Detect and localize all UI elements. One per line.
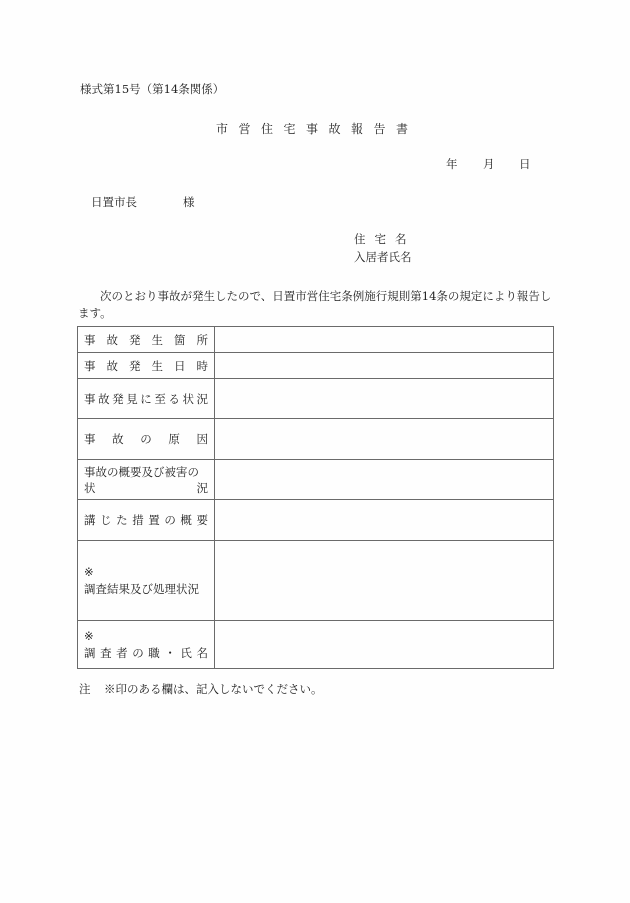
- label-char: 因: [196, 432, 208, 446]
- label-char: の: [140, 432, 152, 446]
- label-char: 置: [148, 513, 160, 527]
- label-char: 故: [98, 391, 110, 406]
- label-char: 氏: [180, 645, 192, 660]
- label-char: の: [132, 645, 144, 660]
- addressee: [91, 194, 195, 210]
- row-label-text: [84, 431, 208, 447]
- label-char: ・: [164, 645, 176, 660]
- row-label-cause: [78, 419, 215, 460]
- label-char: 者: [116, 645, 128, 660]
- label-char: 事: [84, 332, 96, 347]
- label-char: 調: [84, 645, 96, 660]
- form-number: 様式第15号（第14条関係）: [80, 82, 225, 96]
- label-char: 事: [84, 358, 96, 373]
- label-char: た: [116, 513, 128, 527]
- accident-cause-field[interactable]: [215, 419, 554, 460]
- report-statement: 次のとおり事故が発生したので、日置市営住宅条例施行規則第14条の規定により報告します。: [78, 289, 552, 320]
- table-row: [78, 419, 554, 460]
- label-char: 発: [112, 391, 124, 406]
- table-row: [78, 621, 554, 669]
- row-label-investigation-result: ※ 調査結果及び処理状況: [78, 541, 215, 621]
- label-char: の: [164, 513, 176, 527]
- row-label-text: [84, 358, 208, 374]
- report-table: [77, 326, 554, 669]
- label-char: 至: [154, 391, 166, 406]
- label-char: 生: [151, 332, 163, 347]
- label-char: 見: [126, 391, 138, 406]
- label-char: 所: [196, 332, 208, 347]
- label-char: に: [140, 391, 152, 406]
- label-char: 要: [196, 513, 208, 527]
- date-day-label: 日: [519, 157, 531, 171]
- table-row: [78, 379, 554, 419]
- table-row: [78, 500, 554, 541]
- label-char: 故: [106, 358, 118, 373]
- row-label-investigator: [78, 621, 215, 669]
- discovery-situation-field[interactable]: [215, 379, 554, 419]
- label-char: 名: [196, 645, 208, 660]
- label-char: 発: [129, 358, 141, 373]
- footnote: [79, 681, 323, 697]
- label-char: 況: [196, 391, 208, 406]
- table-row: [78, 327, 554, 353]
- label-char: 講: [84, 513, 96, 527]
- accident-location-field[interactable]: [215, 327, 554, 353]
- resident-name-label: 入居者氏名: [354, 250, 412, 264]
- label-char: 概: [180, 513, 192, 527]
- label-char: 措: [132, 513, 144, 527]
- table-row: [78, 541, 554, 621]
- footnote-prefix: 注: [79, 682, 91, 696]
- row-label-text: [84, 480, 208, 496]
- date-year-label: 年: [446, 157, 458, 171]
- official-use-mark: ※: [84, 628, 94, 643]
- row-label-text: [84, 391, 208, 407]
- table-row: [78, 353, 554, 379]
- addressee-honorific: 様: [183, 195, 195, 209]
- housing-name-label: 住宅名: [354, 232, 416, 246]
- label-char: じ: [100, 513, 112, 527]
- measures-taken-field[interactable]: [215, 500, 554, 541]
- row-label-measures: [78, 500, 215, 541]
- row-label-discovery: [78, 379, 215, 419]
- investigator-field[interactable]: [215, 621, 554, 669]
- row-label-summary-damage: 事故の概要及び被害の 状 況: [78, 460, 215, 500]
- document-title: 市営住宅事故報告書: [216, 122, 419, 136]
- row-label-text: [84, 332, 208, 348]
- date-line: [446, 156, 531, 172]
- accident-datetime-field[interactable]: [215, 353, 554, 379]
- label-char: 箇: [174, 332, 186, 347]
- label-char: 状: [84, 480, 96, 495]
- investigation-result-field[interactable]: [215, 541, 554, 621]
- label-char: 事: [84, 391, 96, 406]
- table-row: [78, 460, 554, 500]
- label-char: 原: [168, 432, 180, 446]
- summary-damage-field[interactable]: [215, 460, 554, 500]
- row-label-datetime: [78, 353, 215, 379]
- row-label-location: [78, 327, 215, 353]
- label-char: 査: [100, 645, 112, 660]
- row-label-text: [84, 645, 208, 662]
- label-char: 日: [174, 358, 186, 373]
- addressee-mayor: 日置市長: [91, 195, 137, 209]
- label-char: る: [168, 391, 180, 406]
- row-label-text: [84, 512, 208, 528]
- official-use-mark: ※: [84, 564, 94, 579]
- label-char: 事: [84, 432, 96, 446]
- date-month-label: 月: [483, 157, 495, 171]
- label-char: 況: [196, 480, 208, 495]
- label-char: 故: [106, 332, 118, 347]
- label-char: 職: [148, 645, 160, 660]
- label-char: 故: [112, 432, 124, 446]
- footnote-text: ※印のある欄は、記入しないでください。: [104, 682, 323, 696]
- label-char: 状: [182, 391, 194, 406]
- label-char: 発: [129, 332, 141, 347]
- label-char: 時: [196, 358, 208, 373]
- label-char: 生: [151, 358, 163, 373]
